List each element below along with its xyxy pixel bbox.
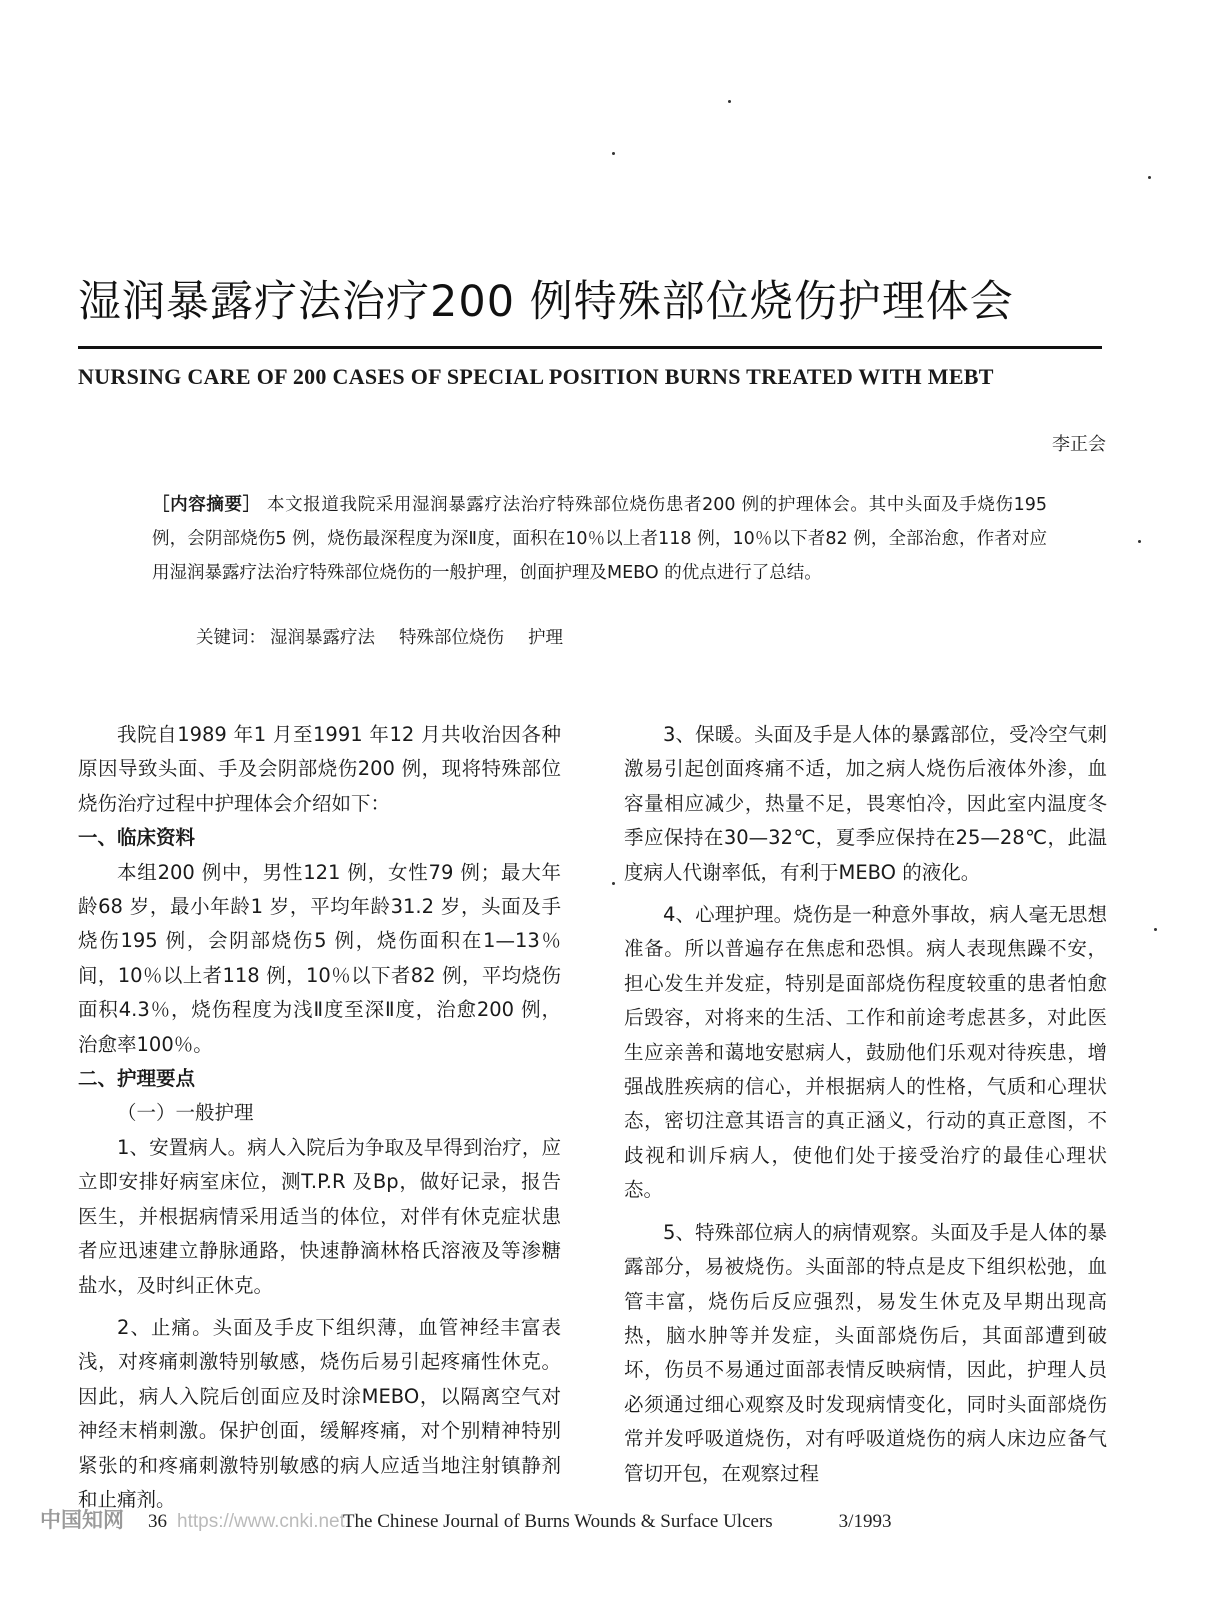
keywords <box>196 624 583 649</box>
body-paragraph: 5、特殊部位病人的病情观察。头面及手是人体的暴露部分，易被烧伤。头面部的特点是皮下组织松弛，血管丰富，烧伤后反应强烈，易发生休克及早期出现高热，脑水肿等并发症，头面部烧伤后，其面部遭到破坏，伤员不易通过面部表情反映病情，因此，护理人员必须通过细心观察及时发现病情变化，同时头面部烧伤常并发呼吸道烧伤，对有呼吸道烧伤的病人床边应备气管切开包，在观察过程 <box>624 1220 1107 1485</box>
abstract-label: ［内容摘要］ <box>152 495 261 515</box>
scan-speck <box>1138 540 1141 543</box>
abstract <box>152 488 1047 590</box>
keywords-label: 关键词： <box>196 628 266 648</box>
abstract-text: 本文报道我院采用湿润暴露疗法治疗特殊部位烧伤患者200 例的护理体会。其中头面及手烧伤195 例，会阴部烧伤5 例，烧伤最深程度为深Ⅱ度，面积在10％以上者118 例，10％以下者82 例，全部治愈，作者对应用湿润暴露疗法治疗特殊部位烧伤的一般护理，创面护理及MEBO 的优点进行了总结。 <box>152 495 1047 583</box>
body-paragraph: 本组200 例中，男性121 例，女性79 例；最大年龄68 岁，最小年龄1 岁，平均年龄31.2 岁，头面及手烧伤195 例，会阴部烧伤5 例，烧伤面积在1—13％间，10％以上者118 例，10％以下者82 例，平均烧伤面积4.3％，烧伤程度为浅Ⅱ度至深Ⅱ度，治愈200 例，治愈率100％。 <box>78 860 561 1056</box>
section-heading: 二、护理要点 <box>78 1067 196 1091</box>
body-paragraph: 我院自1989 年1 月至1991 年12 月共收治因各种原因导致头面、手及会阴部烧伤200 例，现将特殊部位烧伤治疗过程中护理体会介绍如下： <box>78 723 561 815</box>
body-column-left <box>78 718 561 1517</box>
article-title-cn: 湿润暴露疗法治疗200 例特殊部位烧伤护理体会 <box>78 277 1014 327</box>
keyword-item: 护理 <box>528 628 563 648</box>
page-number: 36 <box>148 1511 167 1532</box>
journal-name: The Chinese Journal of Burns Wounds & Surface Ulcers <box>342 1511 773 1532</box>
body-paragraph: 1、安置病人。病人入院后为争取及早得到治疗，应立即安排好病室床位，测T.P.R 及Bp，做好记录，报告医生，并根据病情采用适当的体位，对伴有休克症状患者应迅速建立静脉通路，快速静滴林格氏溶液及等渗糖盐水，及时纠正休克。 <box>78 1135 561 1297</box>
page-footer <box>40 1504 891 1534</box>
body-paragraph: 4、心理护理。烧伤是一种意外事故，病人毫无思想准备。所以普遍存在焦虑和恐惧。病人表现焦躁不安，担心发生并发症，特别是面部烧伤程度较重的患者怕愈后毁容，对将来的生活、工作和前途考虑甚多，对此医生应亲善和蔼地安慰病人，鼓励他们乐观对待疾患，增强战胜疾病的信心，并根据病人的性格，气质和心理状态，密切注意其语言的真正涵义，行动的真正意图，不歧视和训斥病人，使他们处于接受治疗的最佳心理状态。 <box>624 903 1107 1202</box>
scan-speck <box>1154 928 1157 931</box>
body-paragraph: 3、保暖。头面及手是人体的暴露部位，受冷空气刺激易引起创面疼痛不适，加之病人烧伤后液体外渗，血容量相应减少，热量不足，畏寒怕冷，因此室内温度冬季应保持在30—32℃，夏季应保持在25—28℃，此温度病人代谢率低，有利于MEBO 的液化。 <box>624 723 1107 884</box>
article-title-en: NURSING CARE OF 200 CASES OF SPECIAL POSITION BURNS TREATED WITH MEBT <box>78 364 994 389</box>
body-column-right <box>624 718 1107 1491</box>
title-rule <box>78 346 1102 349</box>
scan-speck <box>612 152 615 155</box>
author-name: 李正会 <box>1052 434 1106 455</box>
cnki-watermark: 中国知网 <box>40 1508 124 1532</box>
issue-number: 3/1993 <box>838 1511 892 1532</box>
body-paragraph: （一）一般护理 <box>117 1101 254 1125</box>
watermark-url: https://www.cnki.net <box>177 1511 345 1532</box>
scan-speck <box>1148 176 1151 179</box>
body-paragraph: 2、止痛。头面及手皮下组织薄，血管神经丰富表浅，对疼痛刺激特别敏感，烧伤后易引起疼痛性休克。因此，病人入院后创面应及时涂MEBO，以隔离空气对神经末梢刺激。保护创面，缓解疼痛，对个别精神特别紧张的和疼痛刺激特别敏感的病人应适当地注射镇静剂和止痛剂。 <box>78 1315 561 1511</box>
scan-speck <box>612 882 615 885</box>
keyword-item: 特殊部位烧伤 <box>399 628 504 648</box>
keyword-item: 湿润暴露疗法 <box>270 628 375 648</box>
scan-speck <box>728 100 731 103</box>
section-heading: 一、临床资料 <box>78 826 196 850</box>
